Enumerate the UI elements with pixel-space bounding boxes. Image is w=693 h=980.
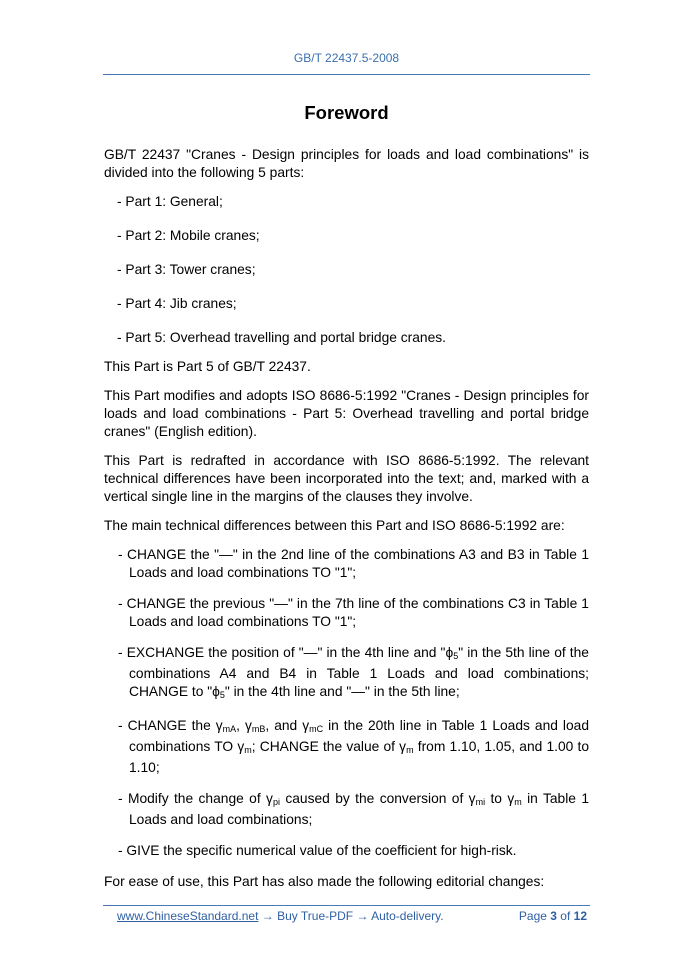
- list-item: - EXCHANGE the position of "—" in the 4th line and "$\phi_5$" in the 5th line of the combinations A4 and B4 in Table 1 Loads and load combinations; CHANGE to "$\phi_5$" in the 4th line and "—" in the 5th line;: [118, 645, 589, 700]
- page-footer: [103, 905, 590, 923]
- list-item: - Part 5: Overhead travelling and portal bridge cranes.: [117, 330, 447, 345]
- list-item: - GIVE the specific numerical value of the coefficient for high-risk.: [118, 843, 517, 858]
- page-header: [103, 0, 590, 75]
- list-item: - CHANGE the $\gamma_{mA}$, $\gamma_{mB}$, and $\gamma_{mC}$ in the 20th line in Table 1 Loads and load combinations TO $\gamma_m$; CHANGE the value of $\gamma_m$ from 1.10, 1.05, and 1.00 to 1.10;: [118, 718, 590, 775]
- editorial-paragraph: For ease of use, this Part has also made the following editorial changes:: [104, 874, 545, 889]
- list-item: - CHANGE the previous "—" in the 7th line of the combinations C3 in Table 1 Loads and load combinations TO "1";: [118, 596, 589, 629]
- standard-code: GB/T 22437.5-2008: [293, 51, 400, 65]
- website-link[interactable]: www.ChineseStandard.net: [117, 909, 259, 923]
- phi-symbol: ϕ: [445, 645, 454, 660]
- total-pages: 12: [573, 909, 587, 923]
- adoption-paragraph: This Part modifies and adopts ISO 8686-5:1992 "Cranes - Design principles for loads and load combinations - Part 5: Overhead travelling and portal bridge cranes" (English edition).: [104, 388, 589, 439]
- redraft-paragraph: This Part is redrafted in accordance with ISO 8686-5:1992. The relevant technical differences have been incorporated into the text; and, marked with a vertical single line in the margins of the clauses they involve.: [104, 453, 589, 504]
- list-item: - Modify the change of $\gamma_{pi}$ caused by the conversion of $\gamma_{mi}$ to $\gamma_m$ in Table 1 Loads and load combinations;: [118, 791, 589, 827]
- footer-tagline: → Buy True-PDF → Auto-delivery.: [258, 909, 444, 923]
- list-item: - Part 1: General;: [117, 194, 223, 209]
- page-indicator: Page 3 of 12: [518, 909, 587, 923]
- list-item: - Part 4: Jib cranes;: [117, 296, 237, 311]
- phi-symbol: ϕ: [212, 684, 220, 699]
- current-page: 3: [550, 909, 557, 923]
- page-title: Foreword: [304, 102, 389, 123]
- list-item: - Part 3: Tower cranes;: [117, 262, 256, 277]
- document-body: [104, 146, 589, 902]
- main-differences-intro: The main technical differences between this Part and ISO 8686-5:1992 are:: [104, 518, 565, 533]
- list-item: - Part 2: Mobile cranes;: [117, 228, 260, 243]
- part-statement: This Part is Part 5 of GB/T 22437.: [104, 359, 311, 374]
- parts-list: [104, 193, 589, 347]
- differences-list: [104, 546, 589, 860]
- intro-paragraph: GB/T 22437 "Cranes - Design principles for loads and load combinations" is divided into the following 5 parts:: [104, 147, 589, 180]
- list-item: - CHANGE the "—" in the 2nd line of the combinations A3 and B3 in Table 1 Loads and load combinations TO "1";: [118, 547, 589, 580]
